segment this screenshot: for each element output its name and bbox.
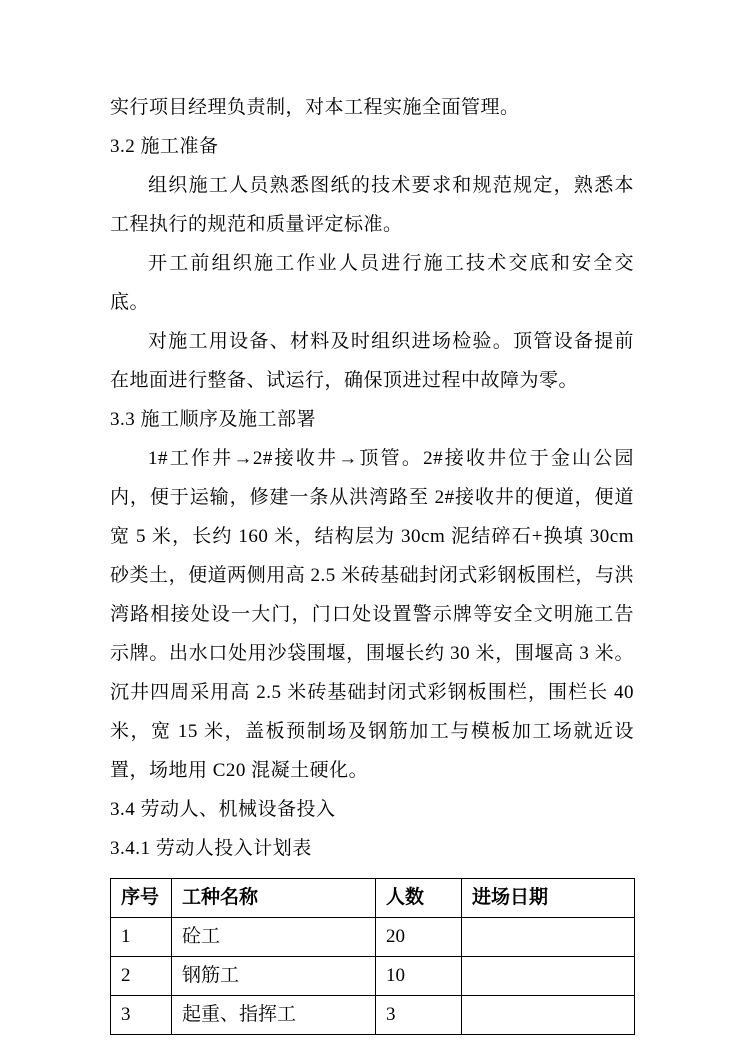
cell-entry-date <box>462 957 635 996</box>
cell-headcount: 20 <box>376 918 462 957</box>
cell-trade-name: 起重、指挥工 <box>172 996 376 1035</box>
paragraph-drawing-familiarization: 组织施工人员熟悉图纸的技术要求和规范规定，熟悉本工程执行的规范和质量评定标准。 <box>110 175 634 235</box>
column-header-entry-date: 进场日期 <box>462 879 635 918</box>
heading-3-2-construction-preparation: 3.2 施工准备 <box>110 136 219 157</box>
table-header-row <box>111 879 635 918</box>
table-row <box>111 996 635 1035</box>
cell-trade-name: 钢筋工 <box>172 957 376 996</box>
column-header-trade-name: 工种名称 <box>172 879 376 918</box>
table-row <box>111 918 635 957</box>
heading-3-4-labor-equipment-input: 3.4 劳动人、机械设备投入 <box>110 799 336 820</box>
heading-3-4-1-labor-plan-table-title: 3.4.1 劳动人投入计划表 <box>110 838 312 859</box>
cell-sequence: 3 <box>111 996 172 1035</box>
cell-entry-date <box>462 918 635 957</box>
paragraph-management-continuation: 实行项目经理负责制，对本工程实施全面管理。 <box>110 97 520 118</box>
heading-3-3-construction-sequence: 3.3 施工顺序及施工部署 <box>110 409 317 430</box>
cell-sequence: 1 <box>111 918 172 957</box>
cell-headcount: 10 <box>376 957 462 996</box>
paragraph-equipment-inspection: 对施工用设备、材料及时组织进场检验。顶管设备提前在地面进行整备、试运行，确保顶进过程中故障为零。 <box>110 331 634 391</box>
paragraph-technical-briefing: 开工前组织施工作业人员进行施工技术交底和安全交底。 <box>110 253 634 313</box>
column-header-headcount: 人数 <box>376 879 462 918</box>
cell-entry-date <box>462 996 635 1035</box>
cell-headcount: 3 <box>376 996 462 1035</box>
cell-sequence: 2 <box>111 957 172 996</box>
cell-trade-name: 砼工 <box>172 918 376 957</box>
table-row <box>111 957 635 996</box>
column-header-sequence: 序号 <box>111 879 172 918</box>
labor-plan-table <box>110 878 635 1035</box>
paragraph-site-deployment: 1#工作井→2#接收井→顶管。2#接收井位于金山公园内，便于运输，修建一条从洪湾路至 2#接收井的便道，便道宽 5 米，长约 160 米，结构层为 30cm 泥结碎石+换填 30cm 砂类土，便道两侧用高 2.5 米砖基础封闭式彩钢板围栏，与洪湾路相接处设一大门，门口处设置警示牌等安全文明施工告示牌。出水口处用沙袋围堰，围堰长约 30 米，围堰高 3 米。沉井四周采用高 2.5 米砖基础封闭式彩钢板围栏，围栏长 40 米，宽 15 米，盖板预制场及钢筋加工与模板加工场就近设置，场地用 C20 混凝土硬化。 <box>110 448 634 781</box>
